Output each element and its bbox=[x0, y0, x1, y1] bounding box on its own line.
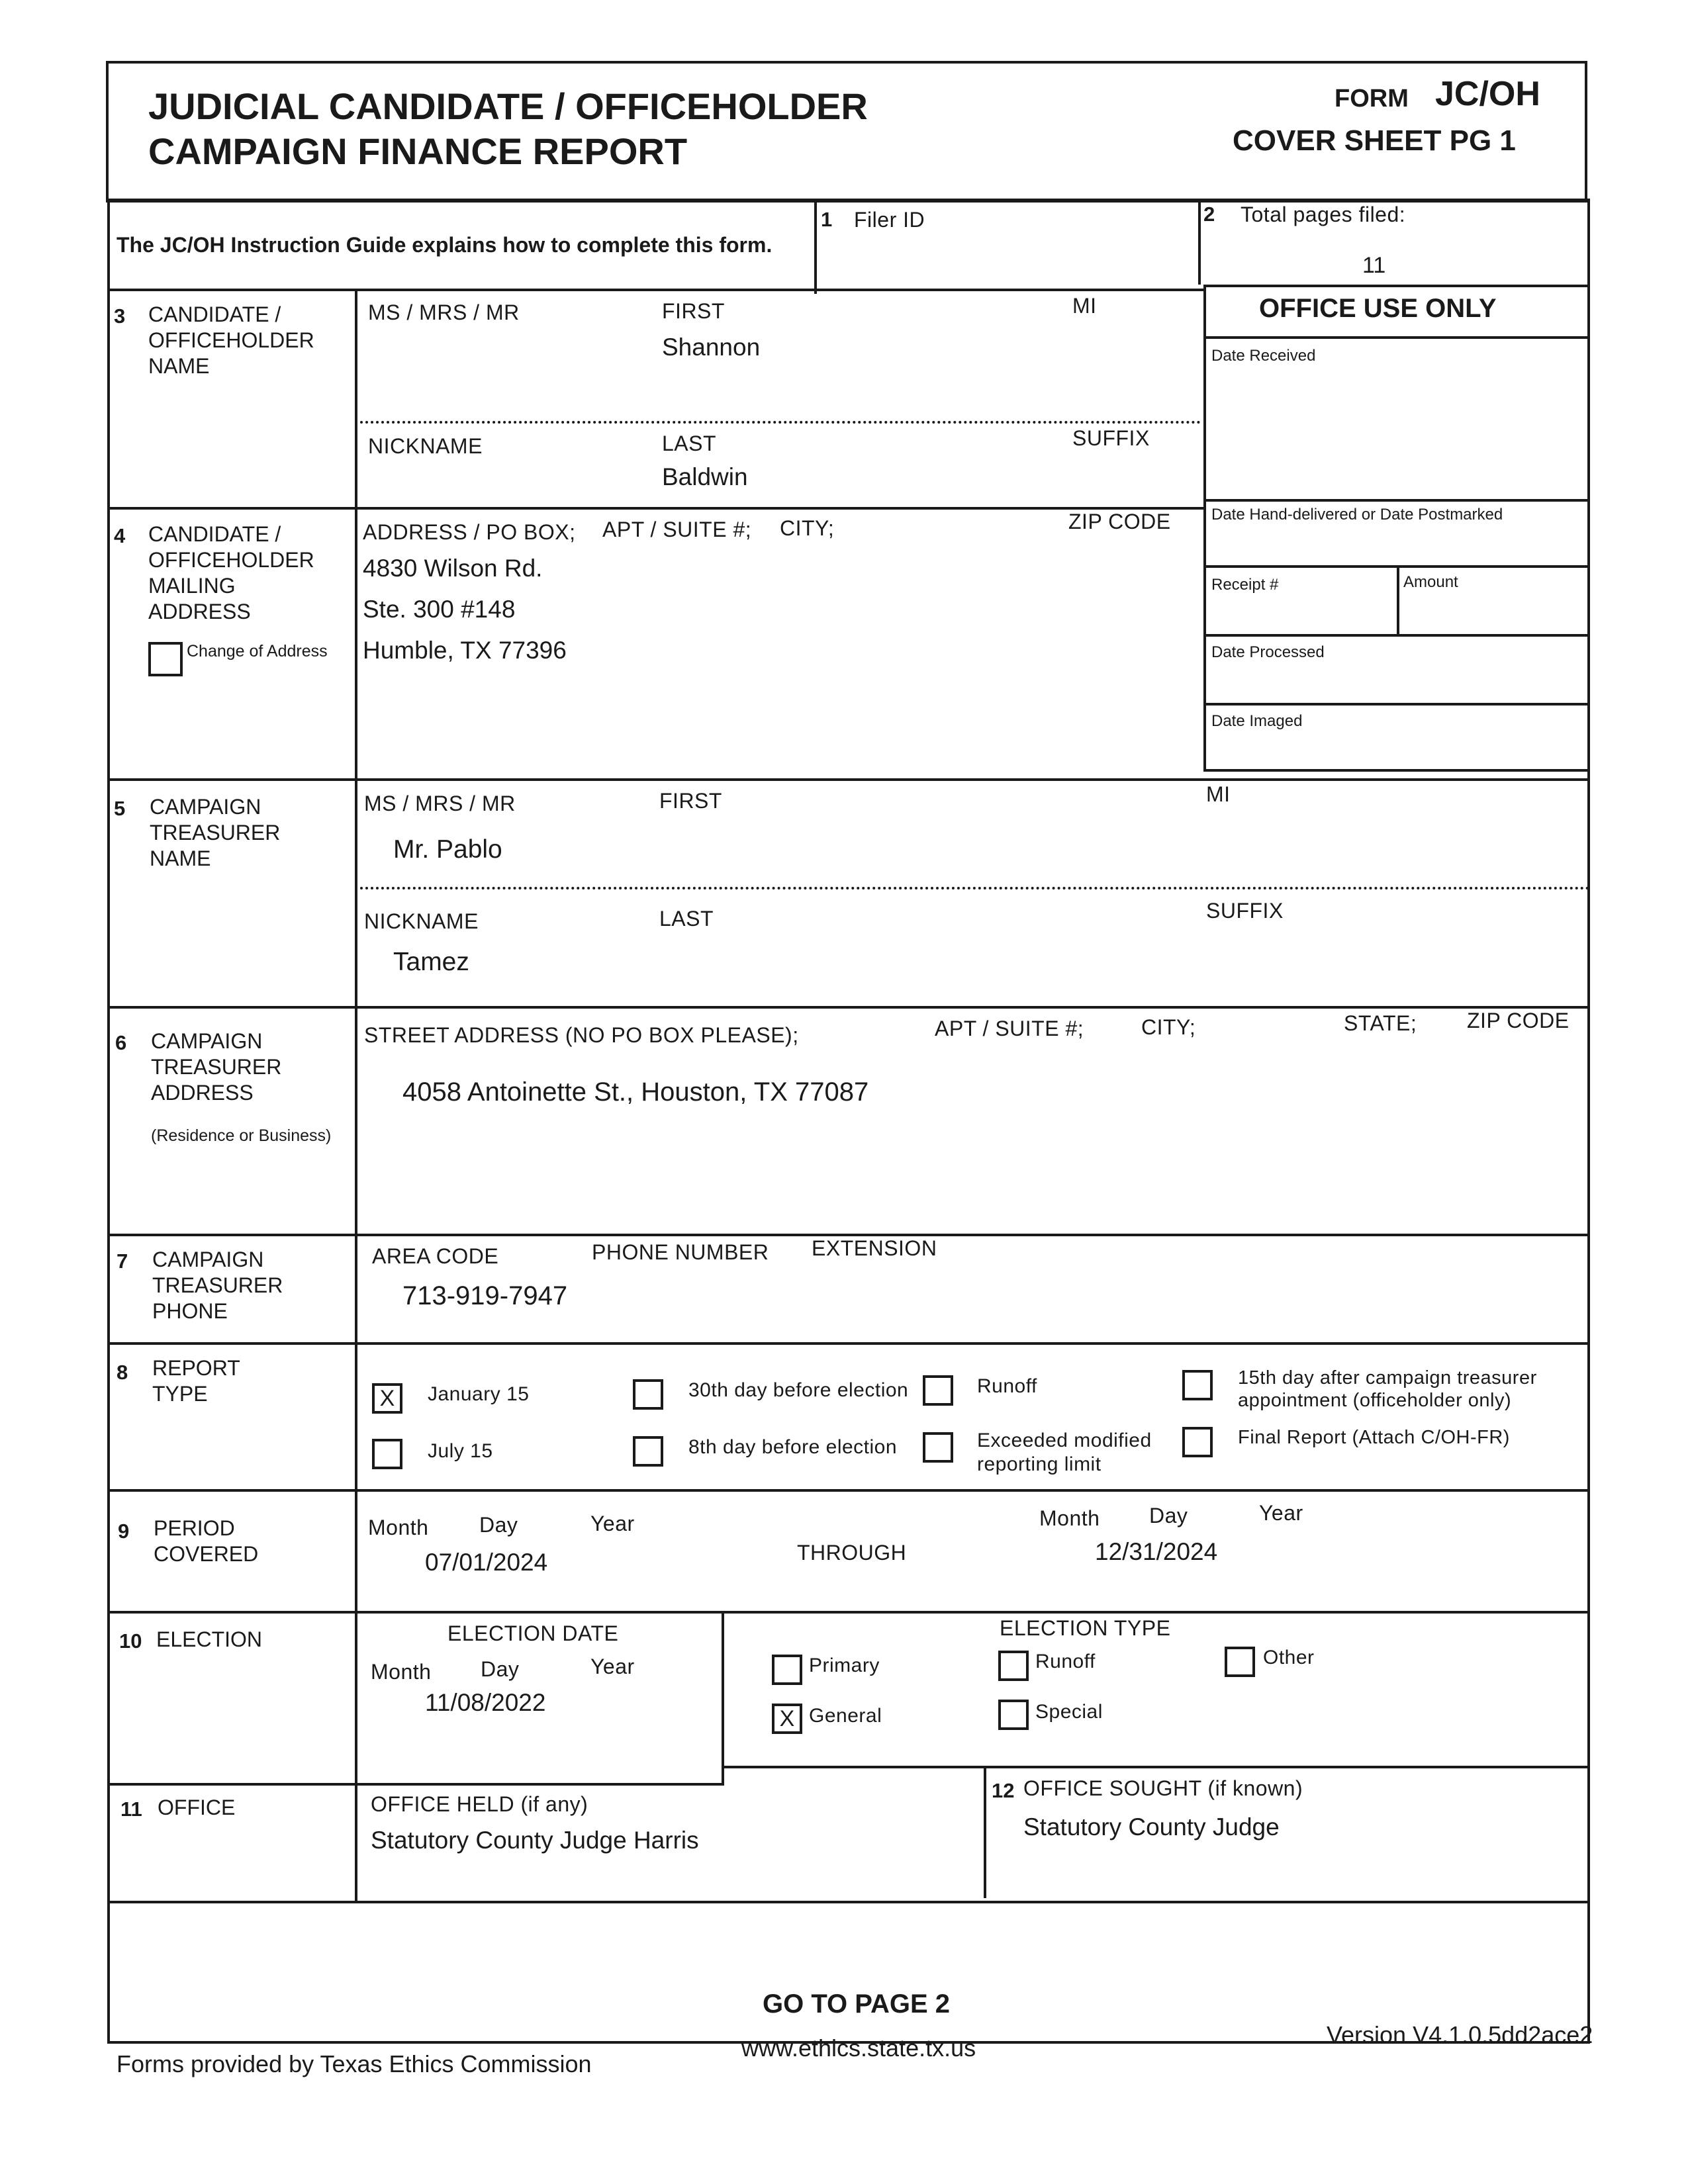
s6-state-label: STATE; bbox=[1344, 1011, 1417, 1035]
s10-day-label: Day bbox=[481, 1657, 520, 1681]
go-to-page-2: GO TO PAGE 2 bbox=[763, 1989, 951, 2019]
s4-title-4: ADDRESS bbox=[148, 600, 251, 623]
date-processed-label: Date Processed bbox=[1211, 643, 1325, 661]
form-prefix: FORM bbox=[1335, 85, 1409, 113]
s8-num: 8 bbox=[117, 1361, 128, 1384]
s3-title-2: OFFICEHOLDER bbox=[148, 328, 314, 352]
s9-from-day-label: Day bbox=[479, 1513, 518, 1537]
s5-nickname-label: NICKNAME bbox=[364, 909, 479, 933]
s4-address-label: ADDRESS / PO BOX; bbox=[363, 520, 576, 544]
day15-checkbox[interactable] bbox=[1182, 1370, 1213, 1400]
s5-num: 5 bbox=[114, 797, 126, 820]
s11-title: OFFICE bbox=[158, 1796, 236, 1819]
forms-provided-text: Forms provided by Texas Ethics Commission bbox=[117, 2050, 592, 2077]
form-title-line2: CAMPAIGN FINANCE REPORT bbox=[148, 130, 688, 172]
s6-apt-label: APT / SUITE #; bbox=[935, 1017, 1084, 1040]
special-checkbox[interactable] bbox=[998, 1700, 1029, 1730]
jul15-label: July 15 bbox=[428, 1440, 493, 1462]
day30-checkbox[interactable] bbox=[633, 1379, 663, 1410]
receipt-label: Receipt # bbox=[1211, 576, 1279, 594]
s6-title-1: CAMPAIGN bbox=[151, 1029, 263, 1053]
s10-num: 10 bbox=[119, 1629, 142, 1653]
s3-first-label: FIRST bbox=[662, 299, 725, 323]
s3-last-label: LAST bbox=[662, 432, 717, 455]
s6-note: (Residence or Business) bbox=[151, 1126, 332, 1145]
s8-title-1: REPORT bbox=[152, 1356, 240, 1380]
runoff-election-checkbox[interactable] bbox=[998, 1651, 1029, 1681]
special-label: Special bbox=[1035, 1701, 1103, 1723]
office-sought-value[interactable]: Statutory County Judge bbox=[1023, 1813, 1280, 1841]
s9-to-year-label: Year bbox=[1259, 1501, 1303, 1525]
s5-title-1: CAMPAIGN bbox=[150, 795, 261, 819]
filer-id-num: 1 bbox=[821, 208, 833, 231]
s5-first-value[interactable]: Mr. Pablo bbox=[393, 835, 502, 864]
runoff-report-checkbox[interactable] bbox=[923, 1375, 953, 1406]
day15-label-2: appointment (officeholder only) bbox=[1238, 1390, 1512, 1411]
s3-suffix-label: SUFFIX bbox=[1072, 426, 1150, 450]
s9-num: 9 bbox=[118, 1520, 130, 1543]
general-label: General bbox=[809, 1705, 882, 1727]
date-imaged-label: Date Imaged bbox=[1211, 712, 1303, 730]
s6-title-3: ADDRESS bbox=[151, 1081, 254, 1105]
s12-num: 12 bbox=[992, 1779, 1015, 1802]
s8-title-2: TYPE bbox=[152, 1382, 208, 1406]
change-of-address-label: Change of Address bbox=[187, 642, 328, 660]
s7-title-3: PHONE bbox=[152, 1299, 228, 1323]
s4-address-line2[interactable]: Ste. 300 #148 bbox=[363, 596, 516, 623]
s6-city-label: CITY; bbox=[1141, 1015, 1196, 1039]
s3-ms-label: MS / MRS / MR bbox=[368, 300, 520, 324]
form-title-line1: JUDICIAL CANDIDATE / OFFICEHOLDER bbox=[148, 85, 868, 127]
jan15-checkbox[interactable]: X bbox=[372, 1383, 402, 1414]
s4-title-3: MAILING bbox=[148, 574, 236, 598]
s3-first-value[interactable]: Shannon bbox=[662, 334, 761, 361]
s4-city-label: CITY; bbox=[780, 516, 835, 540]
s9-from-year-label: Year bbox=[590, 1512, 635, 1535]
s9-to-value[interactable]: 12/31/2024 bbox=[1095, 1538, 1218, 1565]
s5-title-3: NAME bbox=[150, 846, 211, 870]
final-report-label: Final Report (Attach C/OH-FR) bbox=[1238, 1427, 1510, 1448]
exceeded-label-1: Exceeded modified bbox=[977, 1430, 1152, 1451]
s10-year-label: Year bbox=[590, 1655, 635, 1678]
day30-label: 30th day before election bbox=[688, 1379, 909, 1401]
change-of-address-checkbox[interactable] bbox=[148, 642, 183, 676]
s7-title-2: TREASURER bbox=[152, 1273, 283, 1297]
s3-num: 3 bbox=[114, 304, 126, 328]
total-pages-value[interactable]: 11 bbox=[1362, 253, 1386, 278]
s9-to-month-label: Month bbox=[1039, 1506, 1100, 1530]
s11-num: 11 bbox=[120, 1797, 142, 1821]
s4-title-2: OFFICEHOLDER bbox=[148, 548, 314, 572]
exceeded-label-2: reporting limit bbox=[977, 1453, 1102, 1475]
s3-title-3: NAME bbox=[148, 354, 210, 378]
s6-num: 6 bbox=[115, 1031, 127, 1054]
s5-title-2: TREASURER bbox=[150, 821, 281, 844]
s5-last-value[interactable]: Tamez bbox=[393, 948, 469, 976]
day8-label: 8th day before election bbox=[688, 1436, 898, 1458]
day8-checkbox[interactable] bbox=[633, 1436, 663, 1467]
ethics-url: www.ethics.state.tx.us bbox=[741, 2034, 976, 2062]
s4-num: 4 bbox=[114, 524, 126, 547]
s10-date-title: ELECTION DATE bbox=[447, 1621, 619, 1645]
s6-street-label: STREET ADDRESS (NO PO BOX PLEASE); bbox=[364, 1023, 799, 1047]
instruction-text: The JC/OH Instruction Guide explains how to complete this form. bbox=[117, 233, 773, 257]
date-hand-delivered-label: Date Hand-delivered or Date Postmarked bbox=[1211, 506, 1503, 523]
s7-phone-label: PHONE NUMBER bbox=[592, 1240, 769, 1264]
office-held-value[interactable]: Statutory County Judge Harris bbox=[371, 1827, 699, 1854]
amount-label: Amount bbox=[1403, 573, 1458, 591]
date-received-label: Date Received bbox=[1211, 347, 1316, 365]
other-checkbox[interactable] bbox=[1225, 1647, 1255, 1677]
s9-title-1: PERIOD bbox=[154, 1516, 235, 1540]
s10-type-title: ELECTION TYPE bbox=[1000, 1616, 1171, 1640]
s4-address-line3[interactable]: Humble, TX 77396 bbox=[363, 637, 567, 664]
office-use-title: OFFICE USE ONLY bbox=[1259, 294, 1497, 323]
cover-sheet-label: COVER SHEET PG 1 bbox=[1233, 124, 1516, 157]
s9-from-value[interactable]: 07/01/2024 bbox=[425, 1549, 548, 1576]
s7-title-1: CAMPAIGN bbox=[152, 1248, 264, 1271]
s10-month-label: Month bbox=[371, 1660, 432, 1684]
general-checkbox[interactable]: X bbox=[772, 1704, 802, 1734]
s3-title-1: CANDIDATE / bbox=[148, 302, 281, 326]
s6-zip-label: ZIP CODE bbox=[1467, 1009, 1570, 1032]
final-report-checkbox[interactable] bbox=[1182, 1427, 1213, 1457]
office-sought-label: OFFICE SOUGHT (if known) bbox=[1023, 1776, 1303, 1800]
s7-phone-value[interactable]: 713-919-7947 bbox=[402, 1281, 568, 1310]
version-text: Version V4.1.0.5dd2ace2 bbox=[1327, 2021, 1593, 2048]
total-pages-label: Total pages filed: bbox=[1241, 203, 1406, 226]
other-label: Other bbox=[1263, 1647, 1315, 1668]
office-held-label: OFFICE HELD (if any) bbox=[371, 1792, 588, 1816]
jan15-label: January 15 bbox=[428, 1383, 530, 1405]
filer-id-label: Filer ID bbox=[854, 208, 925, 232]
primary-label: Primary bbox=[809, 1655, 880, 1676]
s7-num: 7 bbox=[117, 1250, 128, 1273]
runoff-report-label: Runoff bbox=[977, 1375, 1037, 1397]
s9-title-2: COVERED bbox=[154, 1542, 259, 1566]
exceeded-checkbox[interactable] bbox=[923, 1432, 953, 1463]
s9-from-month-label: Month bbox=[368, 1516, 429, 1539]
s6-title-2: TREASURER bbox=[151, 1055, 282, 1079]
s5-mi-label: MI bbox=[1206, 782, 1231, 806]
s7-area-label: AREA CODE bbox=[372, 1244, 499, 1268]
s10-date-value[interactable]: 11/08/2022 bbox=[425, 1689, 546, 1716]
s9-to-day-label: Day bbox=[1149, 1504, 1188, 1527]
runoff-election-label: Runoff bbox=[1035, 1651, 1096, 1672]
s5-first-label: FIRST bbox=[659, 789, 722, 813]
s9-through-label: THROUGH bbox=[797, 1541, 907, 1565]
s10-title: ELECTION bbox=[156, 1627, 263, 1651]
s5-last-label: LAST bbox=[659, 907, 714, 931]
s4-address-line1[interactable]: 4830 Wilson Rd. bbox=[363, 555, 543, 582]
s3-nickname-label: NICKNAME bbox=[368, 434, 483, 458]
s4-title-1: CANDIDATE / bbox=[148, 522, 281, 546]
s4-zip-label: ZIP CODE bbox=[1068, 510, 1171, 533]
day15-label-1: 15th day after campaign treasurer bbox=[1238, 1367, 1537, 1388]
form-code: JC/OH bbox=[1435, 75, 1540, 113]
s3-last-value[interactable]: Baldwin bbox=[662, 463, 748, 490]
jul15-checkbox[interactable] bbox=[372, 1439, 402, 1469]
total-pages-num: 2 bbox=[1203, 203, 1215, 226]
s3-mi-label: MI bbox=[1072, 294, 1097, 318]
s5-suffix-label: SUFFIX bbox=[1206, 899, 1284, 923]
s4-apt-label: APT / SUITE #; bbox=[602, 518, 752, 541]
primary-checkbox[interactable] bbox=[772, 1655, 802, 1685]
s6-address-value[interactable]: 4058 Antoinette St., Houston, TX 77087 bbox=[402, 1077, 869, 1107]
s7-ext-label: EXTENSION bbox=[812, 1236, 937, 1260]
s5-ms-label: MS / MRS / MR bbox=[364, 792, 516, 815]
